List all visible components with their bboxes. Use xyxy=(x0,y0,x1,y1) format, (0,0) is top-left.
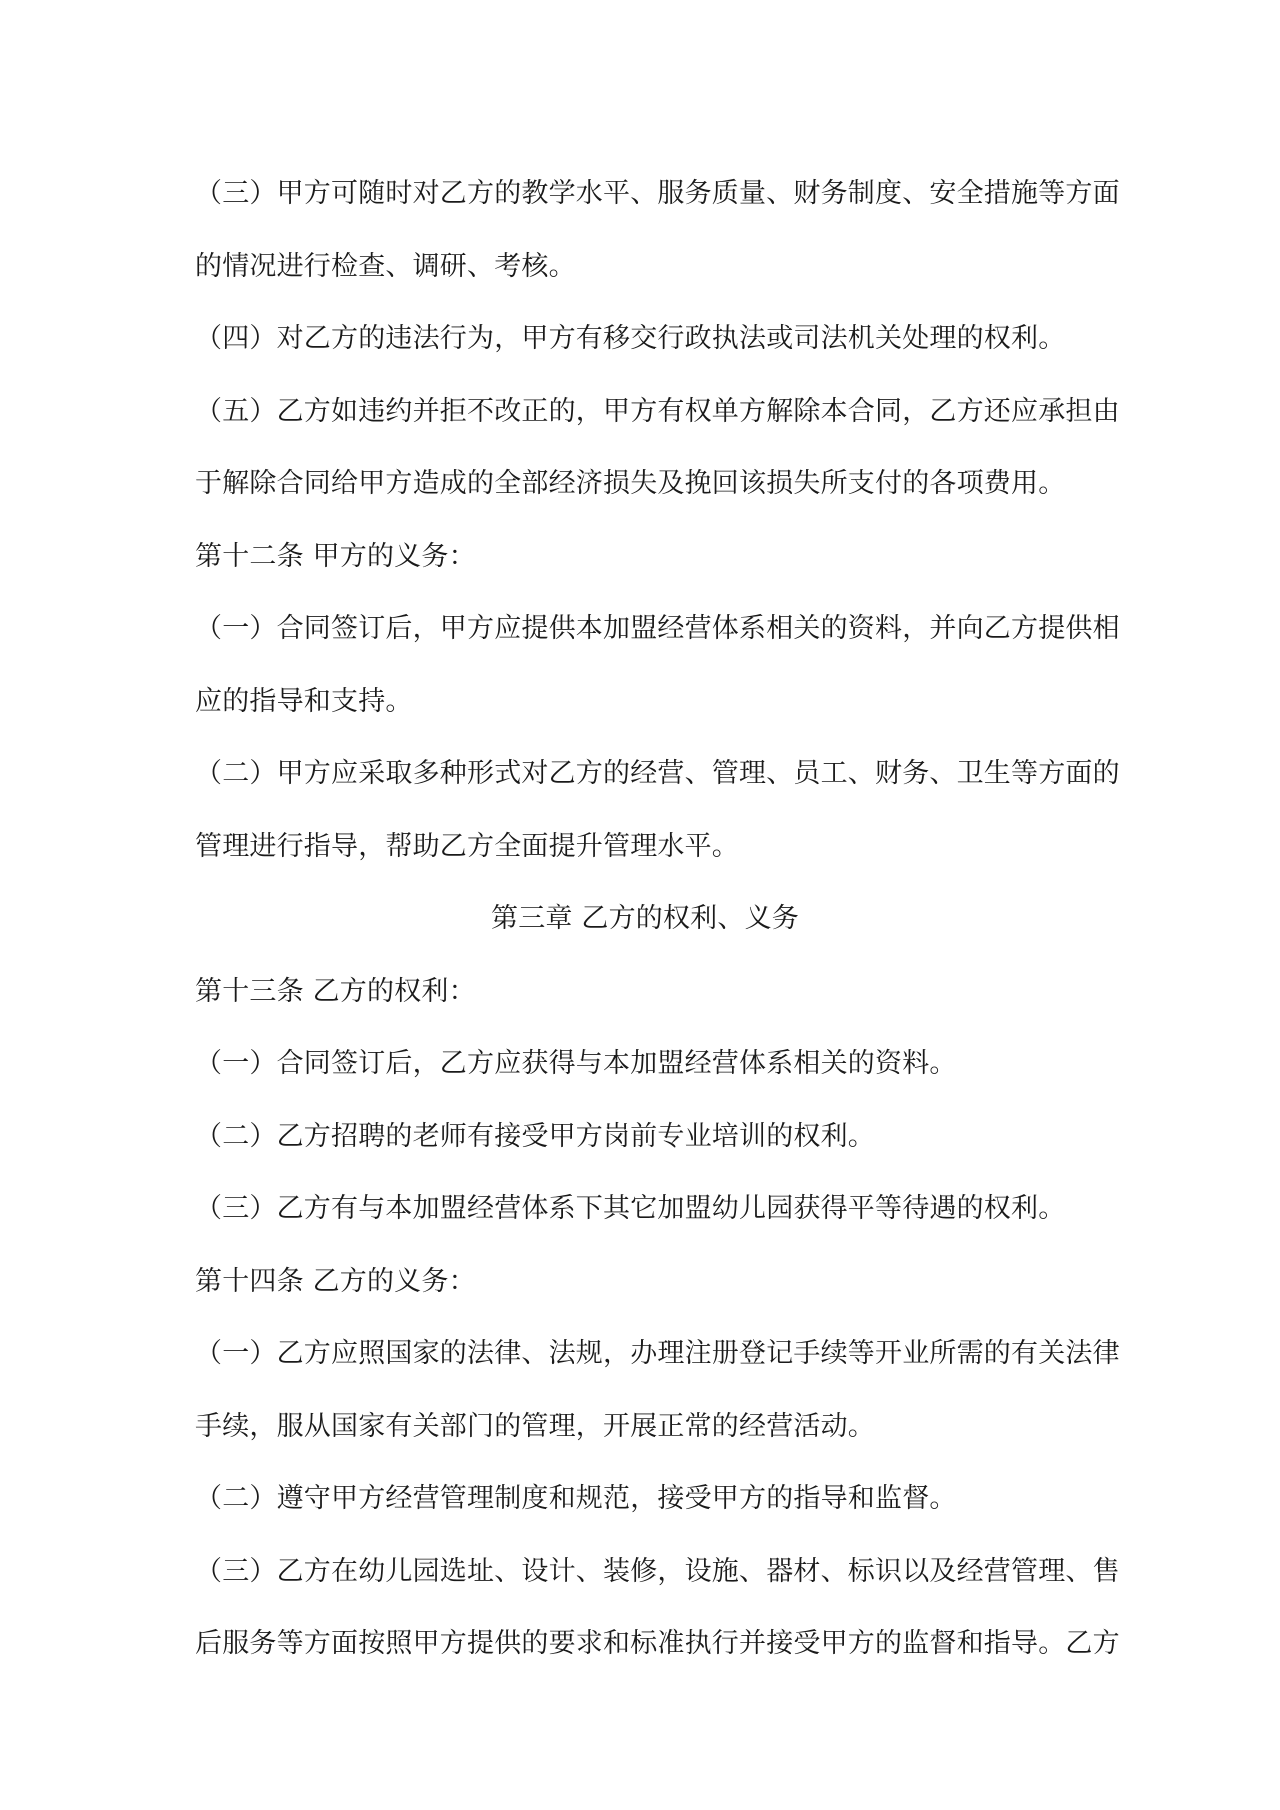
paragraph-line: （一）合同签订后，甲方应提供本加盟经营体系相关的资料，并向乙方提供相 xyxy=(195,613,1120,644)
paragraph-line: 手续，服从国家有关部门的管理，开展正常的经营活动。 xyxy=(195,1410,875,1442)
paragraph-line: 后服务等方面按照甲方提供的要求和标准执行并接受甲方的监督和指导。乙方 xyxy=(195,1628,1120,1659)
chapter-heading: 第三章 乙方的权利、义务 xyxy=(491,903,799,934)
paragraph-line: （五）乙方如违约并拒不改正的，甲方有权单方解除本合同，乙方还应承担由 xyxy=(195,395,1120,427)
paragraph-line: 于解除合同给甲方造成的全部经济损失及挽回该损失所支付的各项费用。 xyxy=(195,468,1066,499)
paragraph-line: （二）遵守甲方经营管理制度和规范，接受甲方的指导和监督。 xyxy=(195,1483,957,1514)
paragraph-line: （三）乙方有与本加盟经营体系下其它加盟幼儿园获得平等待遇的权利。 xyxy=(195,1193,1066,1224)
paragraph-line: 的情况进行检查、调研、考核。 xyxy=(195,250,576,282)
article-heading: 第十四条 乙方的义务： xyxy=(195,1265,476,1297)
article-heading: 第十三条 乙方的权利： xyxy=(195,975,476,1007)
paragraph-line: （二）乙方招聘的老师有接受甲方岗前专业培训的权利。 xyxy=(195,1120,875,1152)
paragraph-line: （三）乙方在幼儿园选址、设计、装修，设施、器材、标识以及经营管理、售 xyxy=(195,1555,1120,1587)
article-heading: 第十二条 甲方的义务： xyxy=(195,540,476,572)
paragraph-line: （二）甲方应采取多种形式对乙方的经营、管理、员工、财务、卫生等方面的 xyxy=(195,758,1120,789)
paragraph-line: （一）乙方应照国家的法律、法规，办理注册登记手续等开业所需的有关法律 xyxy=(195,1338,1120,1369)
paragraph-line: （一）合同签订后，乙方应获得与本加盟经营体系相关的资料。 xyxy=(195,1048,957,1079)
paragraph-line: （四）对乙方的违法行为，甲方有移交行政执法或司法机关处理的权利。 xyxy=(195,323,1066,354)
paragraph-line: 管理进行指导，帮助乙方全面提升管理水平。 xyxy=(195,830,739,862)
document-body xyxy=(195,158,1120,1681)
paragraph-line: （三）甲方可随时对乙方的教学水平、服务质量、财务制度、安全措施等方面 xyxy=(195,178,1120,209)
paragraph-line: 应的指导和支持。 xyxy=(195,685,413,717)
